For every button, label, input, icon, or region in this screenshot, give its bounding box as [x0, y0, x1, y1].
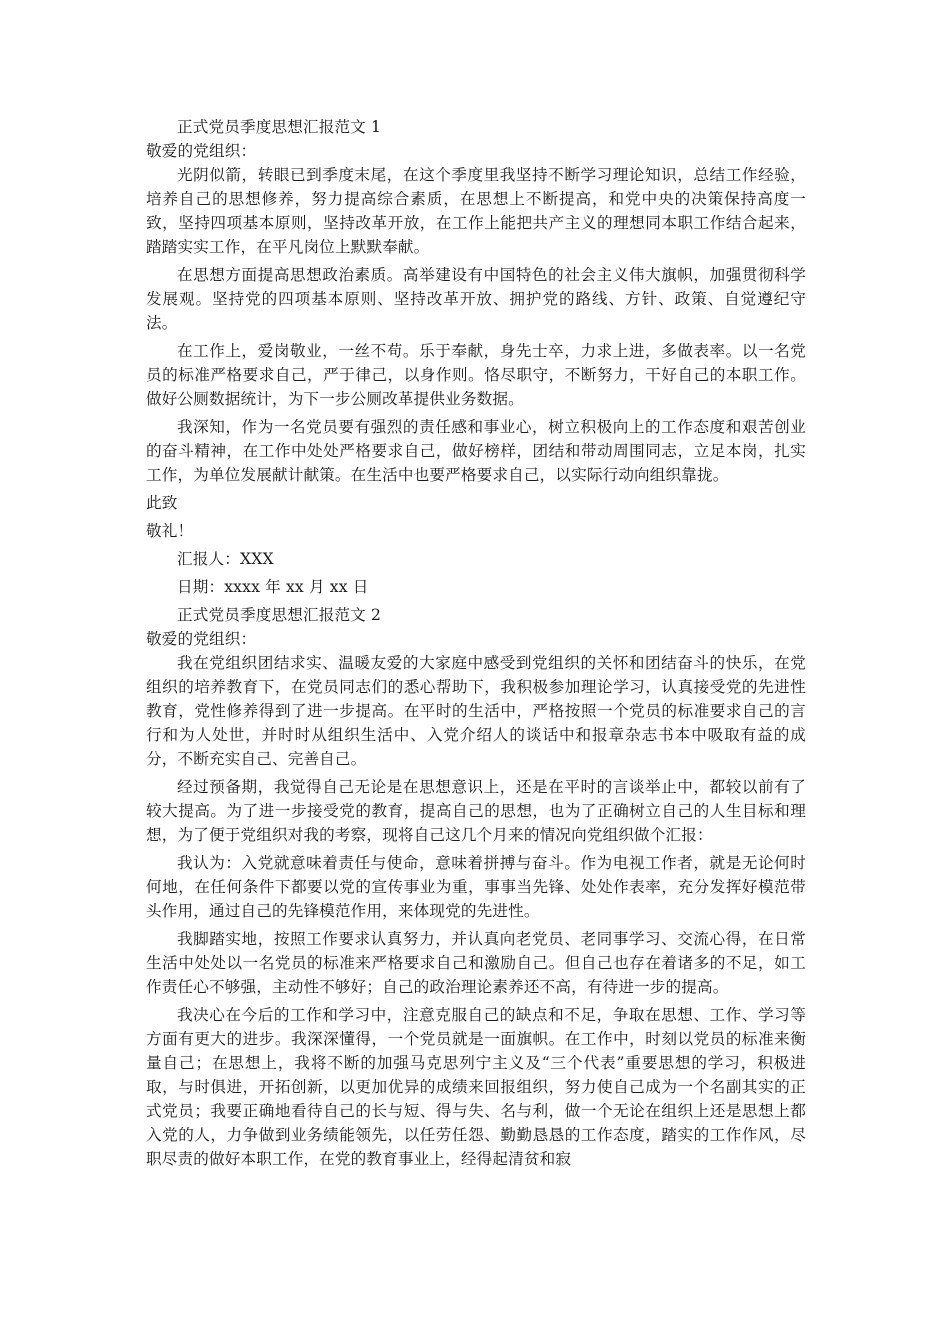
report1-title: 正式党员季度思想汇报范文 1 — [177, 118, 382, 136]
report1-closing-cizhi: 此致 — [146, 494, 178, 512]
report2-paragraph: 我决心在今后的工作和学习中，注意克服自己的缺点和不足，争取在思想、工作、学习等方面有更大的进步。我深深懂得，一个党员就是一面旗帜。在工作中，时刻以党员的标准来衡量自己；在思想上，我将不断的加强马克思列宁主义及“三个代表”重要思想的学习，积极进取，与时俱进，开拓创新，以更加优异的成绩来回报组织，努力使自己成为一个名副其实的正式党员；我要正确地看待自己的长与短、得与失、名与利，做一个无论在组织上还是思想上都入党的人，力争做到业务绩能领先，以任劳任怨、勤勤恳恳的工作态度，踏实的工作作风，尽职尽责的做好本职工作，在党的教育事业上，经得起清贫和寂 — [146, 1006, 806, 1168]
report1-salutation: 敬爱的党组织： — [146, 142, 257, 160]
report1-date: 日期：xxxx 年 xx 月 xx 日 — [177, 578, 369, 596]
report2-paragraph: 我在党组织团结求实、温暖友爱的大家庭中感受到党组织的关怀和团结奋斗的快乐，在党组织的培养教育下，在党员同志们的悉心帮助下，我积极参加理论学习，认真接受党的先进性教育，党性修养得到了进一步提高。在平时的生活中，严格按照一个党员的标准要求自己的言行和为人处世，并时时从组织生活中、入党介绍人的谈话中和报章杂志书本中吸取有益的成分，不断充实自己、完善自己。 — [146, 654, 806, 768]
report1-paragraph: 在思想方面提高思想政治素质。高举建设有中国特色的社会主义伟大旗帜，加强贯彻科学发展观。坚持党的四项基本原则、坚持改革开放、拥护党的路线、方针、政策、自觉遵纪守法。 — [146, 266, 806, 332]
report2-paragraph: 经过预备期，我觉得自己无论是在思想意识上，还是在平时的言谈举止中，都较以前有了较大提高。为了进一步接受党的教育，提高自己的思想，也为了正确树立自己的人生目标和理想，为了便于党组织对我的考察，现将自己这几个月来的情况向党组织做个汇报： — [146, 778, 806, 844]
report1-closing-jingli: 敬礼！ — [146, 522, 194, 540]
report2-paragraph: 我脚踏实地，按照工作要求认真努力，并认真向老党员、老同事学习、交流心得，在日常生活中处处以一名党员的标准来严格要求自己和激励自己。但自己也存在着诸多的不足，如工作责任心不够强，主动性不够好；自己的政治理论素养还不高，有待进一步的提高。 — [146, 930, 806, 996]
report1-paragraph: 光阴似箭，转眼已到季度末尾，在这个季度里我坚持不断学习理论知识，总结工作经验，培养自己的思想修养，努力提高综合素质，在思想上不断提高，和党中央的决策保持高度一致，坚持四项基本原则，坚持改革开放，在工作上能把共产主义的理想同本职工作结合起来，踏踏实实工作，在平凡岗位上默默奉献。 — [146, 166, 806, 256]
document-body — [146, 115, 806, 1171]
report2-title: 正式党员季度思想汇报范文 2 — [177, 606, 382, 624]
report2-salutation: 敬爱的党组织： — [146, 630, 257, 648]
report1-paragraph: 在工作上，爱岗敬业，一丝不苟。乐于奉献，身先士卒，力求上进，多做表率。以一名党员的标准严格要求自己，严于律己，以身作则。恪尽职守，不断努力，干好自己的本职工作。做好公厕数据统计，为下一步公厕改革提供业务数据。 — [146, 342, 806, 408]
report1-reporter: 汇报人：XXX — [177, 550, 274, 568]
report1-paragraph: 我深知，作为一名党员要有强烈的责任感和事业心，树立积极向上的工作态度和艰苦创业的奋斗精神，在工作中处处严格要求自己，做好榜样，团结和带动周围同志，立足本岗，扎实工作，为单位发展献计献策。在生活中也要严格要求自己，以实际行动向组织靠拢。 — [146, 418, 806, 484]
report2-paragraph: 我认为：入党就意味着责任与使命，意味着拼搏与奋斗。作为电视工作者，就是无论何时何地，在任何条件下都要以党的宣传事业为重，事事当先锋、处处作表率，充分发挥好模范带头作用，通过自己的先锋模范作用，来体现党的先进性。 — [146, 854, 806, 920]
